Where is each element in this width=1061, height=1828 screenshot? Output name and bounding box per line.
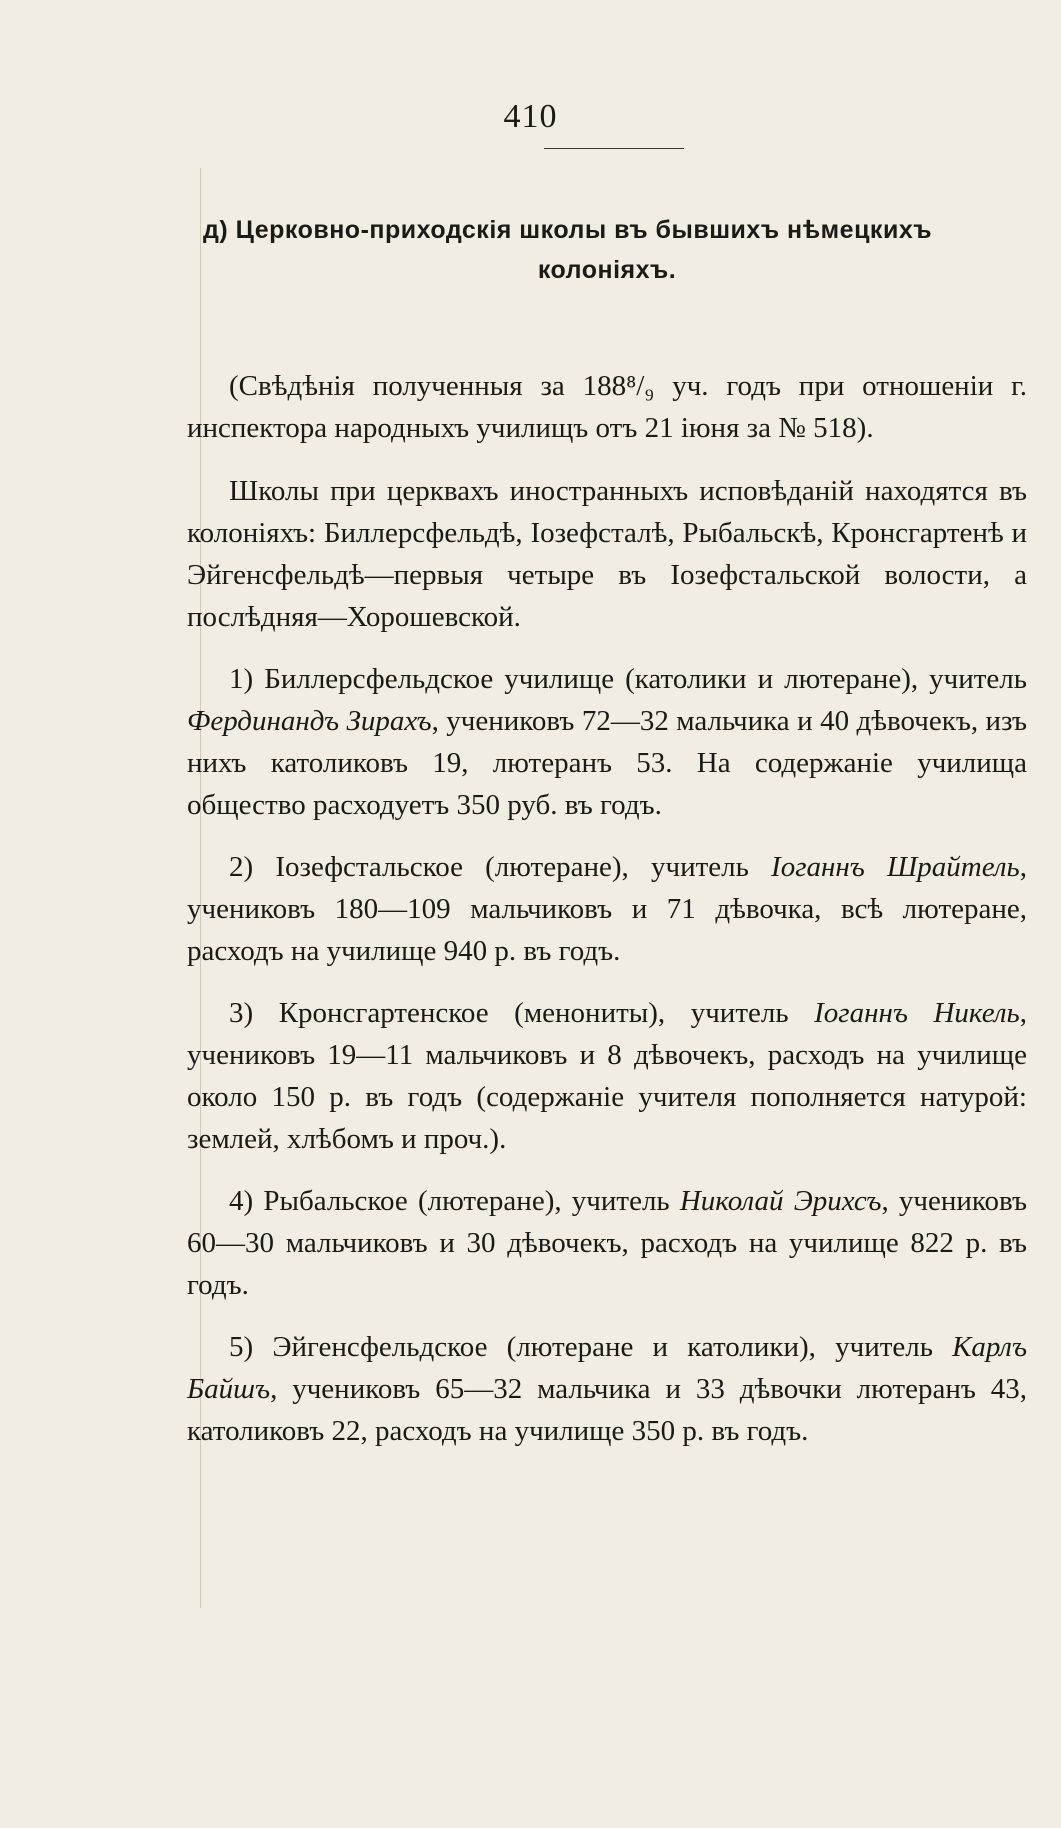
section-heading (187, 210, 1027, 290)
header-rule (544, 148, 684, 149)
school-entry-1 (187, 658, 1027, 826)
entry-text: 2) Іозефстальское (лютеране), учитель (229, 851, 772, 883)
teacher-name: Іоганнъ Шрайтель (771, 851, 1020, 883)
entry-text: , учениковъ 19—11 мальчиковъ и 8 дѣвочекъ, расходъ на училище около 150 р. въ годъ (содержаніе учителя пополняется натурой: землей, хлѣбомъ и проч.). (187, 997, 1028, 1155)
entry-text: , учениковъ 65—32 мальчика и 33 дѣвочки лютеранъ 43, католиковъ 22, расходъ на училище 350 р. въ годъ. (187, 1373, 1027, 1447)
section-heading-line-2: колоніяхъ. (537, 256, 677, 284)
teacher-name: Николай Эрихсъ (679, 1185, 882, 1217)
section-heading-line-1: д) Церковно-приходскія школы въ бывшихъ нѣмецкихъ (203, 216, 932, 244)
intro-paragraph: (Свѣдѣнія полученныя за 188⁸/₉ уч. годъ при отношеніи г. инспектора народныхъ училищъ отъ 21 іюня за № 518). (187, 370, 1027, 444)
teacher-name: Фердинандъ Зирахъ (187, 705, 432, 737)
entry-text: 5) Эйгенсфельдское (лютеране и католики), учитель (229, 1331, 953, 1363)
school-entry-5 (187, 1326, 1027, 1452)
entry-text: 3) Кронсгартенское (менониты), учитель (229, 997, 815, 1029)
page-content (187, 210, 1027, 1452)
entry-text: 4) Рыбальское (лютеране), учитель (229, 1185, 680, 1217)
schools-paragraph: Школы при церквахъ иностранныхъ исповѣданій находятся въ колоніяхъ: Биллерсфельдѣ, Іозефсталѣ, Рыбальскѣ, Кронсгартенѣ и Эйгенсфельдѣ—первыя четыре въ Іозефстальской волости, а послѣдняя—Хорошевской. (187, 475, 1027, 633)
entry-text: , учениковъ 60—30 мальчиковъ и 30 дѣвочекъ, расходъ на училище 822 р. въ годъ. (187, 1185, 1027, 1301)
teacher-name: Іоганнъ Никель (814, 997, 1020, 1029)
school-entry-2 (187, 846, 1027, 972)
school-entry-4 (187, 1180, 1027, 1306)
entry-text: , учениковъ 180—109 мальчиковъ и 71 дѣвочка, всѣ лютеране, расходъ на училище 940 р. въ годъ. (187, 851, 1027, 967)
entry-text: , учениковъ 72—32 мальчика и 40 дѣвочекъ, изъ нихъ католиковъ 19, лютеранъ 53. На содержаніе училища общество расходуетъ 350 руб. въ годъ. (187, 705, 1027, 821)
school-entry-3 (187, 992, 1027, 1160)
page-number: 410 (503, 98, 558, 135)
entry-text: 1) Биллерсфельдское училище (католики и лютеране), учитель (229, 663, 1027, 695)
teacher-name: Карлъ Байшъ (187, 1331, 1027, 1405)
